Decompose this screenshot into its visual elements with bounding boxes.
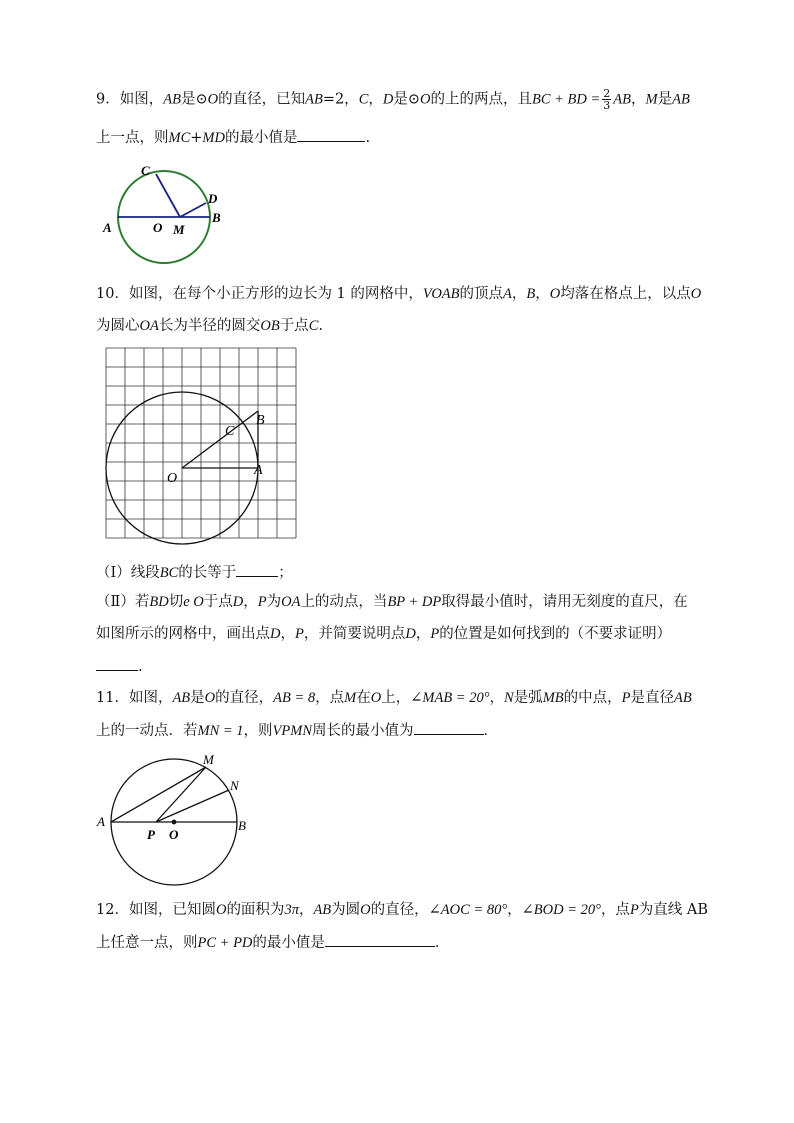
q11-label-o: O xyxy=(169,827,179,842)
q9-line-2: 上一点，则MC+MD的最小值是 . xyxy=(96,127,370,148)
q12-line-1: 12．如图，已知圆O的面积为3π，AB为圆O的直径，∠AOC = 80°，∠BOD = 20°，点P为直线 AB xyxy=(96,902,709,918)
answer-blank[interactable] xyxy=(414,720,484,735)
answer-blank[interactable] xyxy=(236,562,278,577)
q10-part-4: . xyxy=(96,656,143,677)
q11-segment-pm xyxy=(156,767,206,822)
q9-line-1: 9．如图，AB是⊙O的直径，已知AB=2，C，D是⊙O的上的两点，且BC + BD = $\frac{2}{3}$ AB，M是AB xyxy=(96,87,690,112)
q11-segment-pn xyxy=(156,790,229,822)
q10-part-3: 如图所示的网格中，画出点D，P，并简要说明点D，P的位置是如何找到的（不要求证明） xyxy=(96,626,672,642)
q11-label-b: B xyxy=(238,818,246,833)
q9-label-m: M xyxy=(173,222,185,237)
answer-blank[interactable] xyxy=(297,127,365,142)
answer-blank[interactable] xyxy=(96,656,138,671)
q10-label-a: A xyxy=(254,463,263,478)
q10-part-1: （Ⅰ）线段BC的长等于 ； xyxy=(96,562,293,583)
arc-sum-expression: BC + BD = xyxy=(531,91,601,108)
q9-segment-mc xyxy=(156,174,180,217)
q11-circle-figure xyxy=(96,752,256,888)
q11-label-p: P xyxy=(147,827,155,842)
q10-line-1: 10．如图，在每个小正方形的边长为 1 的网格中，VOAB的顶点A，B，O均落在格点上，以点O xyxy=(96,286,702,302)
q9-label-b: B xyxy=(212,210,221,225)
q10-label-o: O xyxy=(167,471,178,486)
answer-blank[interactable] xyxy=(325,932,435,947)
q11-line-2: 上的一动点．若MN = 1，则VPMN周长的最小值为 ． xyxy=(96,720,498,741)
q11-segment-am xyxy=(111,767,206,822)
q10-grid-figure xyxy=(106,348,302,544)
q11-center-dot xyxy=(172,820,177,825)
q9-label-c: C xyxy=(141,163,150,178)
q10-part-2: （Ⅱ）若BD切e O于点D，P为OA上的动点，当BP + DP取得最小值时，请用无刻度的直尺，在 xyxy=(96,594,688,610)
q12-line-2: 上任意一点，则PC + PD的最小值是 ． xyxy=(96,932,449,953)
q10-label-c: C xyxy=(225,424,235,439)
q9-circle-figure xyxy=(100,162,230,272)
q11-label-n: N xyxy=(230,778,239,793)
q11-label-a: A xyxy=(97,814,105,829)
q9-label-o: O xyxy=(153,220,163,235)
q10-line-2: 为圆心OA长为半径的圆交OB于点C. xyxy=(96,318,323,334)
q11-line-1: 11．如图，AB是O的直径，AB = 8，点M在O上，∠MAB = 20°，N是弧MB的中点，P是直径AB xyxy=(96,690,692,706)
q9-segment-md xyxy=(180,203,206,217)
q11-label-m: M xyxy=(203,752,214,767)
q10-label-b: B xyxy=(256,413,265,428)
two-thirds-fraction: $\frac{2}{3}$ xyxy=(603,87,611,112)
q9-label-a: A xyxy=(103,220,112,235)
q9-label-d: D xyxy=(208,191,218,206)
q10-grid xyxy=(106,348,296,538)
